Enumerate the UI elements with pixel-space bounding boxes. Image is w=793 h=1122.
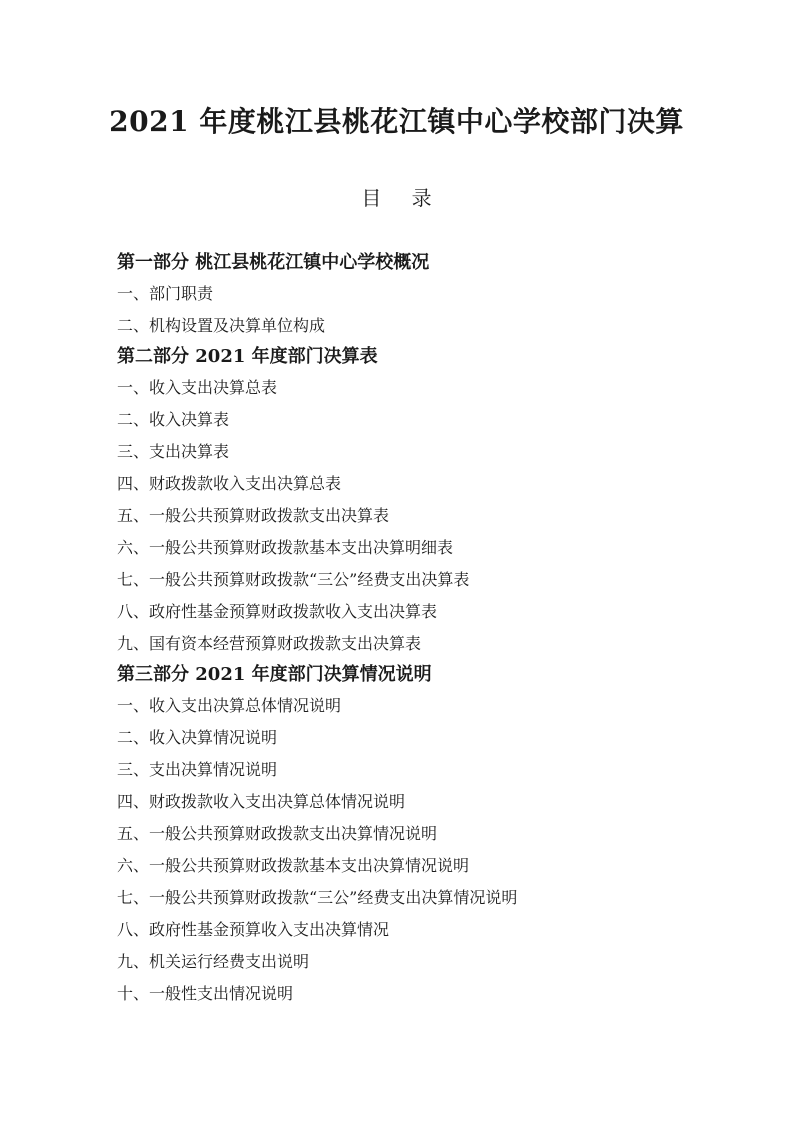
toc-item: 三、支出决算表 (117, 442, 230, 461)
toc-item: 二、收入决算表 (117, 410, 230, 429)
table-of-contents (117, 248, 737, 1010)
toc-item: 一、收入支出决算总表 (117, 378, 278, 397)
toc-item: 七、一般公共预算财政拨款“三公”经费支出决算情况说明 (117, 888, 518, 907)
toc-item: 三、支出决算情况说明 (117, 760, 278, 779)
toc-item: 一、收入支出决算总体情况说明 (117, 696, 342, 715)
toc-item: 八、政府性基金预算收入支出决算情况 (117, 920, 390, 939)
part-3-title: 第三部分 2021 年度部门决算情况说明 (117, 664, 432, 685)
toc-item: 二、机构设置及决算单位构成 (117, 316, 326, 335)
toc-item: 一、部门职责 (117, 284, 214, 303)
part-2-title: 第二部分 2021 年度部门决算表 (117, 346, 378, 367)
toc-heading: 目 录 (361, 186, 444, 210)
toc-item: 九、国有资本经营预算财政拨款支出决算表 (117, 634, 422, 653)
toc-item: 七、一般公共预算财政拨款“三公”经费支出决算表 (117, 570, 470, 589)
part-1-title: 第一部分 桃江县桃花江镇中心学校概况 (117, 252, 430, 273)
toc-item: 六、一般公共预算财政拨款基本支出决算情况说明 (117, 856, 470, 875)
toc-item: 四、财政拨款收入支出决算总表 (117, 474, 342, 493)
toc-item: 四、财政拨款收入支出决算总体情况说明 (117, 792, 406, 811)
toc-item: 九、机关运行经费支出说明 (117, 952, 310, 971)
toc-item: 二、收入决算情况说明 (117, 728, 278, 747)
toc-item: 五、一般公共预算财政拨款支出决算情况说明 (117, 824, 438, 843)
toc-item: 十、一般性支出情况说明 (117, 984, 294, 1003)
toc-item: 六、一般公共预算财政拨款基本支出决算明细表 (117, 538, 454, 557)
document-title: 2021 年度桃江县桃花江镇中心学校部门决算 (109, 105, 684, 138)
toc-item: 八、政府性基金预算财政拨款收入支出决算表 (117, 602, 438, 621)
toc-item: 五、一般公共预算财政拨款支出决算表 (117, 506, 390, 525)
